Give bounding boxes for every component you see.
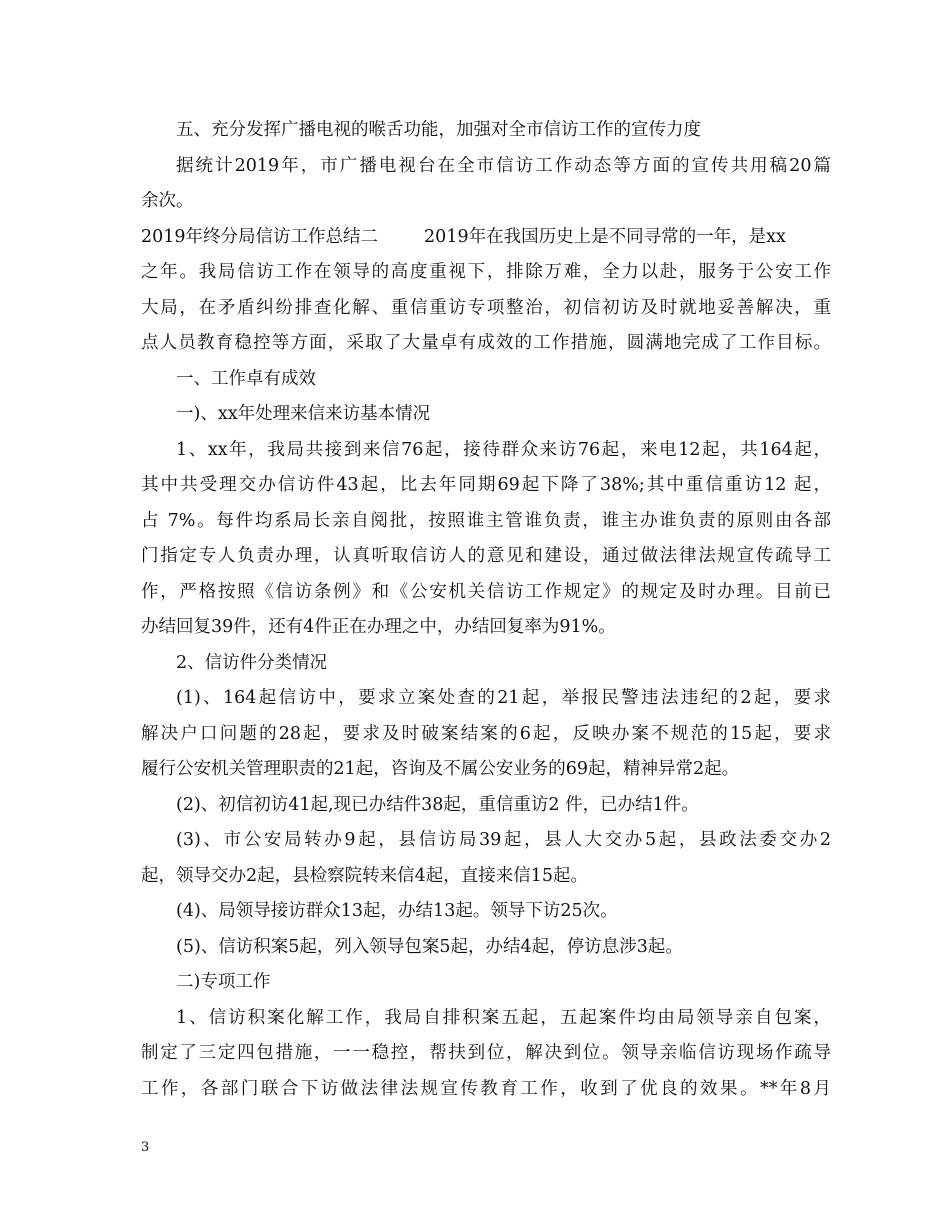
page-number: 3	[141, 1140, 150, 1155]
summary-title: 2019年终分局信访工作总结二	[141, 226, 379, 247]
paragraph-line: (4)、局领导接访群众13起，办结13起。领导下访25次。	[176, 901, 618, 921]
paragraph-line: 其中共受理交办信访件43起，比去年同期69起下降了38%;其中重信重访12 起，	[141, 475, 831, 495]
paragraph-line: 之年。我局信访工作在领导的高度重视下，排除万难，全力以赴，服务于公安工作	[141, 262, 831, 282]
document-body	[141, 113, 831, 1107]
subsection-heading: 一)、xx年处理来信来访基本情况	[176, 404, 431, 424]
paragraph-line: 门指定专人负责办理，认真听取信访人的意见和建设，通过做法律法规宣传疏导工	[141, 546, 831, 566]
paragraph-line: 履行公安机关管理职责的21起，咨询及不属公安业务的69起，精神异常2起。	[141, 759, 740, 779]
paragraph-line: 1、xx年，我局共接到来信76起，接待群众来访76起，来电12起，共164起，	[176, 439, 831, 460]
paragraph-line: 作，严格按照《信访条例》和《公安机关信访工作规定》的规定及时办理。目前已	[141, 581, 831, 602]
paragraph-line: 办结回复39件，还有4件正在办理之中，办结回复率为91%。	[141, 617, 616, 637]
paragraph-line: 点人员教育稳控等方面，采取了大量卓有成效的工作措施，圆满地完成了工作目标。	[141, 333, 831, 353]
paragraph-line: 起，领导交办2起，县检察院转来信4起，直接来信15起。	[141, 865, 589, 886]
paragraph-line: 1、信访积案化解工作，我局自排积案五起，五起案件均由局领导亲自包案，	[176, 1007, 831, 1028]
section-heading-five: 五、充分发挥广播电视的喉舌功能，加强对全市信访工作的宣传力度	[176, 120, 701, 140]
subsection-heading: 二)专项工作	[176, 972, 271, 992]
paragraph-line: (2)、初信初访41起,现已办结件38起，重信重访2 件，已办结1件。	[176, 794, 699, 815]
paragraph-line: (1)、164起信访中，要求立案处查的21起，举报民警违法违纪的2起，要求	[176, 688, 831, 708]
paragraph-line: 占 7%。每件均系局长亲自阅批，按照谁主管谁负责，谁主办谁负责的原则由各部	[141, 510, 831, 531]
paragraph-line: 解决户口问题的28起，要求及时破案结案的6起，反映办案不规范的15起，要求	[141, 723, 831, 744]
section-heading: 一、工作卓有成效	[176, 368, 316, 389]
paragraph-line: 工作，各部门联合下访做法律法规宣传教育工作，收到了优良的效果。**年8月	[141, 1078, 831, 1099]
paragraph-line: 制定了三定四包措施，一一稳控，帮扶到位，解决到位。领导亲临信访现场作疏导	[141, 1043, 831, 1063]
paragraph-line: 大局，在矛盾纠纷排查化解、重信重访专项整治，初信初访及时就地妥善解决，重	[141, 297, 831, 318]
paragraph-line: (3)、市公安局转办9起，县信访局39起，县人大交办5起，县政法委交办2	[176, 830, 831, 850]
paragraph-line: 余次。	[141, 191, 194, 211]
summary-title-line	[141, 220, 831, 256]
subsection-heading: 2、信访件分类情况	[176, 652, 328, 673]
paragraph-line: (5)、信访积案5起，列入领导包案5起，办结4起，停访息涉3起。	[176, 936, 683, 957]
paragraph-line: 据统计2019年，市广播电视台在全市信访工作动态等方面的宣传共用稿20篇	[176, 155, 831, 176]
paragraph-line-start: 2019年在我国历史上是不同寻常的一年，是xx	[424, 226, 786, 247]
